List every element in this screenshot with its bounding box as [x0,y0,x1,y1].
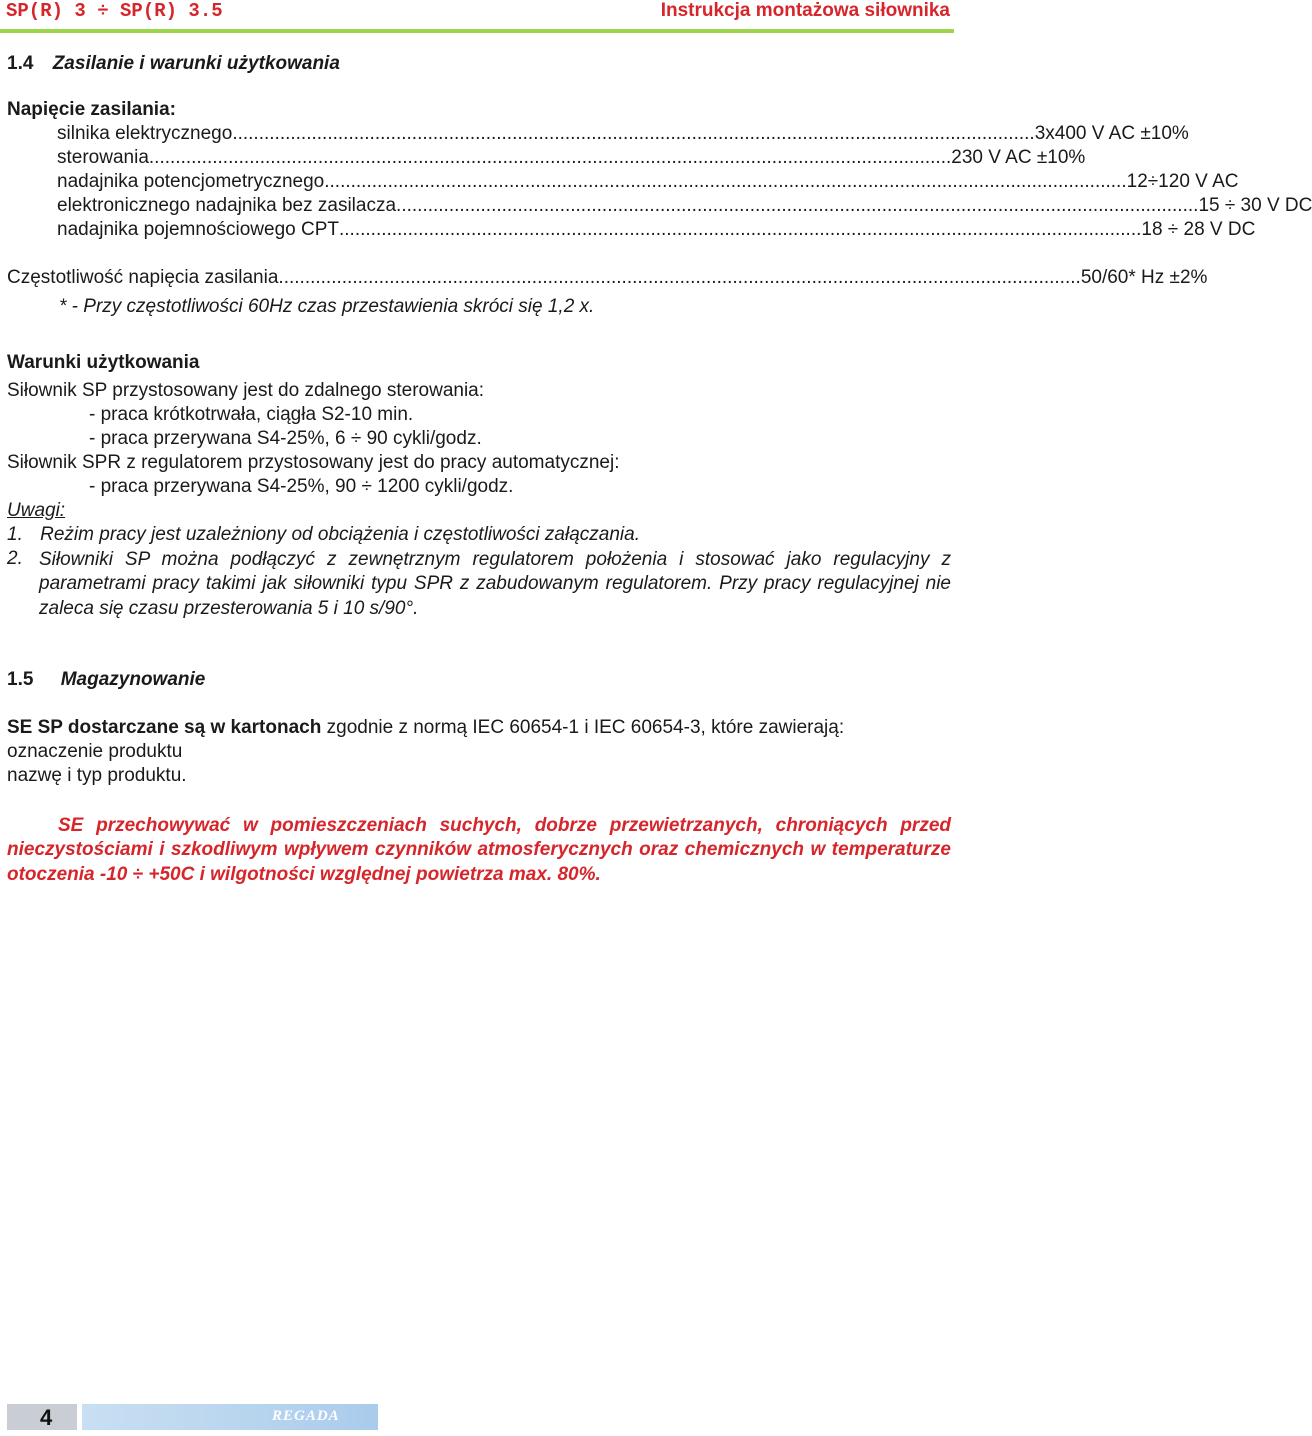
section-number: 1.5 [7,669,34,690]
spec-row [57,171,1239,193]
spec-row [57,195,1312,217]
leader-dots: ........................................................................................................................................................ [232,123,1035,144]
leader-dots: ........................................................................................................................................................ [278,267,1081,288]
conditions-sp-item-2: - praca przerywana S4-25%, 6 ÷ 90 cykli/godz. [89,428,482,449]
storage-line-2: oznaczenie produktu [7,741,183,762]
spec-row [57,147,1086,169]
spec-value: 12÷120 V AC [1126,171,1239,192]
document-title: Instrukcja montażowa siłownika [660,0,950,21]
section-title: Zasilanie i warunki użytkowania [52,53,340,74]
note-text: Reżim pracy jest uzależniony od obciążenia i częstotliwości załączania. [40,524,640,545]
conditions-heading: Warunki użytkowania [7,352,200,373]
section-heading-1-4 [7,53,340,75]
storage-bold-text: SE SP dostarczane są w kartonach [7,717,322,738]
storage-warning: SE przechowywać w pomieszczeniach suchych, dobrze przewietrzanych, chroniących przed nieczystościami i szkodliwym wpływem czynników atmosferycznych oraz chemicznych w temperaturze otoczenia -10 ÷ +50C i wilgotności względnej powietrza max. 80%. [7,815,951,885]
spec-row [57,219,1256,241]
frequency-value: 50/60* Hz ±2% [1080,267,1208,288]
conditions-sp-item-1: - praca krótkotrwała, ciągła S2-10 min. [89,404,414,425]
storage-line-3: nazwę i typ produktu. [7,765,187,786]
storage-text: zgodnie z normą IEC 60654-1 i IEC 60654-3, które zawierają: [321,717,845,738]
leader-dots: ........................................................................................................................................................ [148,147,952,168]
page-number-box [7,1404,77,1430]
spec-label: nadajnika pojemnościowego CPT [57,219,339,240]
conditions-sp: Siłownik SP przystosowany jest do zdalnego sterowania: [7,380,485,401]
frequency-label: Częstotliwość napięcia zasilania [7,267,279,288]
voltage-heading: Napięcie zasilania: [7,99,176,120]
spec-label: nadajnika potencjometrycznego [57,171,325,192]
leader-dots: ........................................................................................................................................................ [339,219,1142,240]
leader-dots: ........................................................................................................................................................ [396,195,1199,216]
notes-label: Uwagi: [7,500,66,521]
section-heading-1-5 [7,669,205,691]
document-code: SP(R) 3 ÷ SP(R) 3.5 [6,0,223,22]
frequency-row [7,267,1208,289]
page-number: 4 [40,1405,53,1430]
section-title: Magazynowanie [60,669,206,690]
spec-row [57,123,1189,145]
conditions-spr: Siłownik SPR z regulatorem przystosowany jest do pracy automatycznej: [7,452,620,473]
frequency-note: * - Przy częstotliwości 60Hz czas przestawienia skróci się 1,2 x. [59,296,595,317]
spec-value: 15 ÷ 30 V DC [1198,195,1312,216]
note-2-number: 2. [7,548,23,569]
note-number: 1. [7,524,23,545]
section-number: 1.4 [7,53,34,74]
spec-label: elektronicznego nadajnika bez zasilacza [57,195,397,216]
header-divider [0,29,954,33]
leader-dots: ........................................................................................................................................................ [324,171,1127,192]
spec-value: 230 V AC ±10% [951,147,1086,168]
note-2-text: Siłowniki SP można podłączyć z zewnętrznym regulatorem położenia i stosować jako regulacyjny z parametrami pracy takimi jak siłowniki typu SPR z zabudowanym regulatorem. Przy pracy regulacyjnej nie zaleca się czasu przesterowania 5 i 10 s/90°. [39,549,951,619]
storage-line-1 [7,717,844,739]
note-1 [7,524,640,546]
spec-label: silnika elektrycznego [57,123,233,144]
spec-value: 3x400 V AC ±10% [1034,123,1189,144]
footer-bar [82,1404,378,1430]
spec-label: sterowania [57,147,149,168]
conditions-spr-item-1: - praca przerywana S4-25%, 90 ÷ 1200 cykli/godz. [89,476,514,497]
spec-value: 18 ÷ 28 V DC [1141,219,1256,240]
regada-logo: REGADA [272,1408,340,1424]
